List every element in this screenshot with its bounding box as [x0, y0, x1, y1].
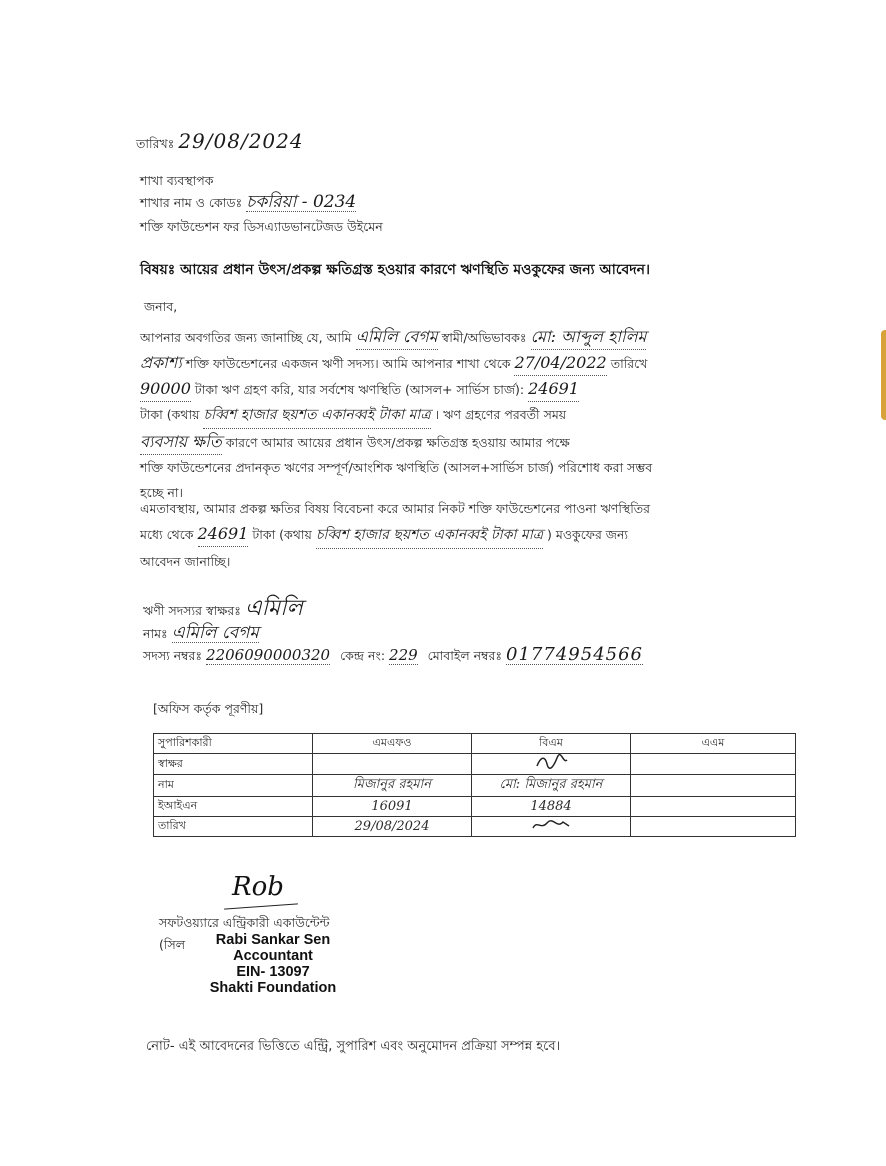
table-cell [472, 754, 631, 775]
row-label: নাম [154, 775, 313, 797]
recipient-line-1: শাখা ব্যবস্থাপক [140, 173, 214, 188]
member-sign-line: ঋণী সদস্যর স্বাক্ষরঃ এমিলি [143, 596, 303, 621]
header-cell: বিএম [472, 734, 631, 754]
guardian-name-hw: মো: আব্দুল হালিম [531, 324, 647, 350]
para2-row-3: আবেদন জানাচ্ছি। [140, 554, 231, 569]
table-cell: 16091 [313, 797, 472, 817]
office-caption: [অফিস কর্তৃক পূরণীয়] [153, 701, 264, 716]
para1-row-5: ব্যবসায় ক্ষতি কারণে আমার আয়ের প্রধান উৎস/প্রকল্প ক্ষতিগ্রস্ত হওয়ায় আমার পক্ষে [140, 429, 800, 455]
waive-amount-hw: 24691 [198, 521, 249, 547]
accountant-line-2: (সিল [159, 937, 186, 952]
table-row [154, 775, 796, 797]
recipient-line-3: শক্তি ফাউন্ডেশন ফর ডিসএ্যাডভানটেজড উইমেন [140, 219, 383, 234]
para1-row-2: প্রকাশ্য শক্তি ফাউন্ডেশনের একজন ঋণী সদস্য। আমি আপনার শাখা থেকে 27/04/2022 তারিখে [140, 350, 800, 376]
member-name-hw: এমিলি বেগম [356, 324, 438, 350]
table-cell [472, 817, 631, 837]
bm-signature-icon [531, 754, 571, 770]
para1-row-1: আপনার অবগতির জন্য জানাচ্ছি যে, আমি এমিলি বেগম স্বামী/অভিভাবকঃ মো: আব্দুল হালিম [140, 324, 800, 350]
table-cell: 14884 [472, 797, 631, 817]
subject-line: বিষয়ঃ আয়ের প্রধান উৎস/প্রকল্প ক্ষতিগ্রস্ত হওয়ার কারণে ঋণস্থিতি মওকুফের জন্য আবেদন। [140, 262, 650, 278]
para2-row-1: এমতাবস্থায়, আমার প্রকল্প ক্ষতির বিষয় বিবেচনা করে আমার নিকট শক্তি ফাউন্ডেশনের পাওনা ঋণস্থিতির [140, 501, 651, 516]
accountant-line-1: সফটওয়্যারে এন্ট্রিকারী একাউন্টেন্ট [159, 915, 330, 930]
para1-row-4: টাকা (কথায় চব্বিশ হাজার ছয়শত একানব্বই টাকা মাত্র । ঋণ গ্রহণের পরবর্তী সময় [140, 402, 800, 429]
row-label: তারিখ [154, 817, 313, 837]
office-table-header [154, 734, 796, 754]
stamp-title: Accountant [233, 948, 313, 964]
header-cell: এএম [631, 734, 796, 754]
table-cell [313, 754, 472, 775]
stamp-name: Rabi Sankar Sen [215, 932, 331, 948]
signature-underline [224, 903, 298, 909]
date-line [136, 129, 304, 153]
para2-row-2: মধ্যে থেকে 24691 টাকা (কথায় চব্বিশ হাজার ছয়শত একানব্বই টাকা মাত্র ) মওকুফের জন্য [140, 521, 800, 549]
accountant-stamp [188, 932, 358, 996]
center-number: 229 [389, 646, 418, 664]
table-cell: মো: মিজানুর রহমান [472, 775, 631, 797]
amount-words-hw: চব্বিশ হাজার ছয়শত একানব্বই টাকা মাত্র [203, 403, 430, 429]
table-row [154, 754, 796, 775]
row-label: ইআইএন [154, 797, 313, 817]
member-id: 2206090000320 [206, 646, 331, 664]
table-row [154, 817, 796, 837]
waive-words-hw: চব্বিশ হাজার ছয়শত একানব্বই টাকা মাত্র [316, 523, 543, 549]
para1-row-7: হচ্ছে না। [140, 485, 183, 500]
table-cell [631, 817, 796, 837]
header-cell: সুপারিশকারী [154, 734, 313, 754]
office-table [153, 733, 796, 837]
accountant-signature: Rob [232, 872, 284, 902]
page-edge-mark [881, 330, 886, 420]
branch-code: চকরিয়া - 0234 [246, 192, 357, 212]
damage-reason-hw: ব্যবসায় ক্ষতি [140, 429, 222, 455]
para1-row-6: শক্তি ফাউন্ডেশনের প্রদানকৃত ঋণের সম্পূর্ণ/আংশিক ঋণস্থিতি (আসল+সার্ভিস চার্জ) পরিশোধ করা সম্ভব [140, 460, 653, 475]
member-id-line: সদস্য নম্বরঃ 2206090000320 কেন্দ্র নং: 229 মোবাইল নম্বরঃ 01774954566 [143, 644, 644, 665]
salutation: জনাব, [144, 299, 178, 314]
row-label: স্বাক্ষর [154, 754, 313, 775]
body-paragraph-1 [140, 324, 800, 505]
para1-row-3: 90000 টাকা ঋণ গ্রহণ করি, যার সর্বশেষ ঋণস্থিতি (আসল+ সার্ভিস চার্জ): 24691 [140, 376, 800, 402]
recipient-line-2 [140, 193, 356, 212]
table-cell: 29/08/2024 [313, 817, 472, 837]
member-name: এমিলি বেগম [171, 623, 259, 643]
member-signature: এমিলি [244, 596, 303, 621]
mobile-number: 01774954566 [506, 644, 644, 665]
stamp-ein: EIN- 13097 [236, 964, 310, 980]
footer-note: নোট- এই আবেদনের ভিত্তিতে এন্ট্রি, সুপারিশ এবং অনুমোদন প্রক্রিয়া সম্পন্ন হবে। [146, 1039, 561, 1054]
header-cell: এমএফও [313, 734, 472, 754]
table-cell: মিজানুর রহমান [313, 775, 472, 797]
loan-date-hw: 27/04/2022 [514, 350, 606, 376]
stamp-org: Shakti Foundation [209, 980, 337, 996]
branch-label: শাখার নাম ও কোডঃ [140, 195, 243, 210]
bm-date-signature-icon [529, 818, 573, 832]
date-value: 29/08/2024 [178, 129, 304, 153]
table-cell [631, 754, 796, 775]
table-cell [631, 797, 796, 817]
date-label: তারিখঃ [136, 136, 175, 151]
member-name-line: নামঃ এমিলি বেগম [143, 623, 259, 643]
balance-amount-hw: 24691 [528, 376, 579, 402]
loan-amount-hw: 90000 [140, 376, 191, 402]
table-row [154, 797, 796, 817]
table-cell [631, 775, 796, 797]
body-paragraph-2 [140, 496, 800, 574]
